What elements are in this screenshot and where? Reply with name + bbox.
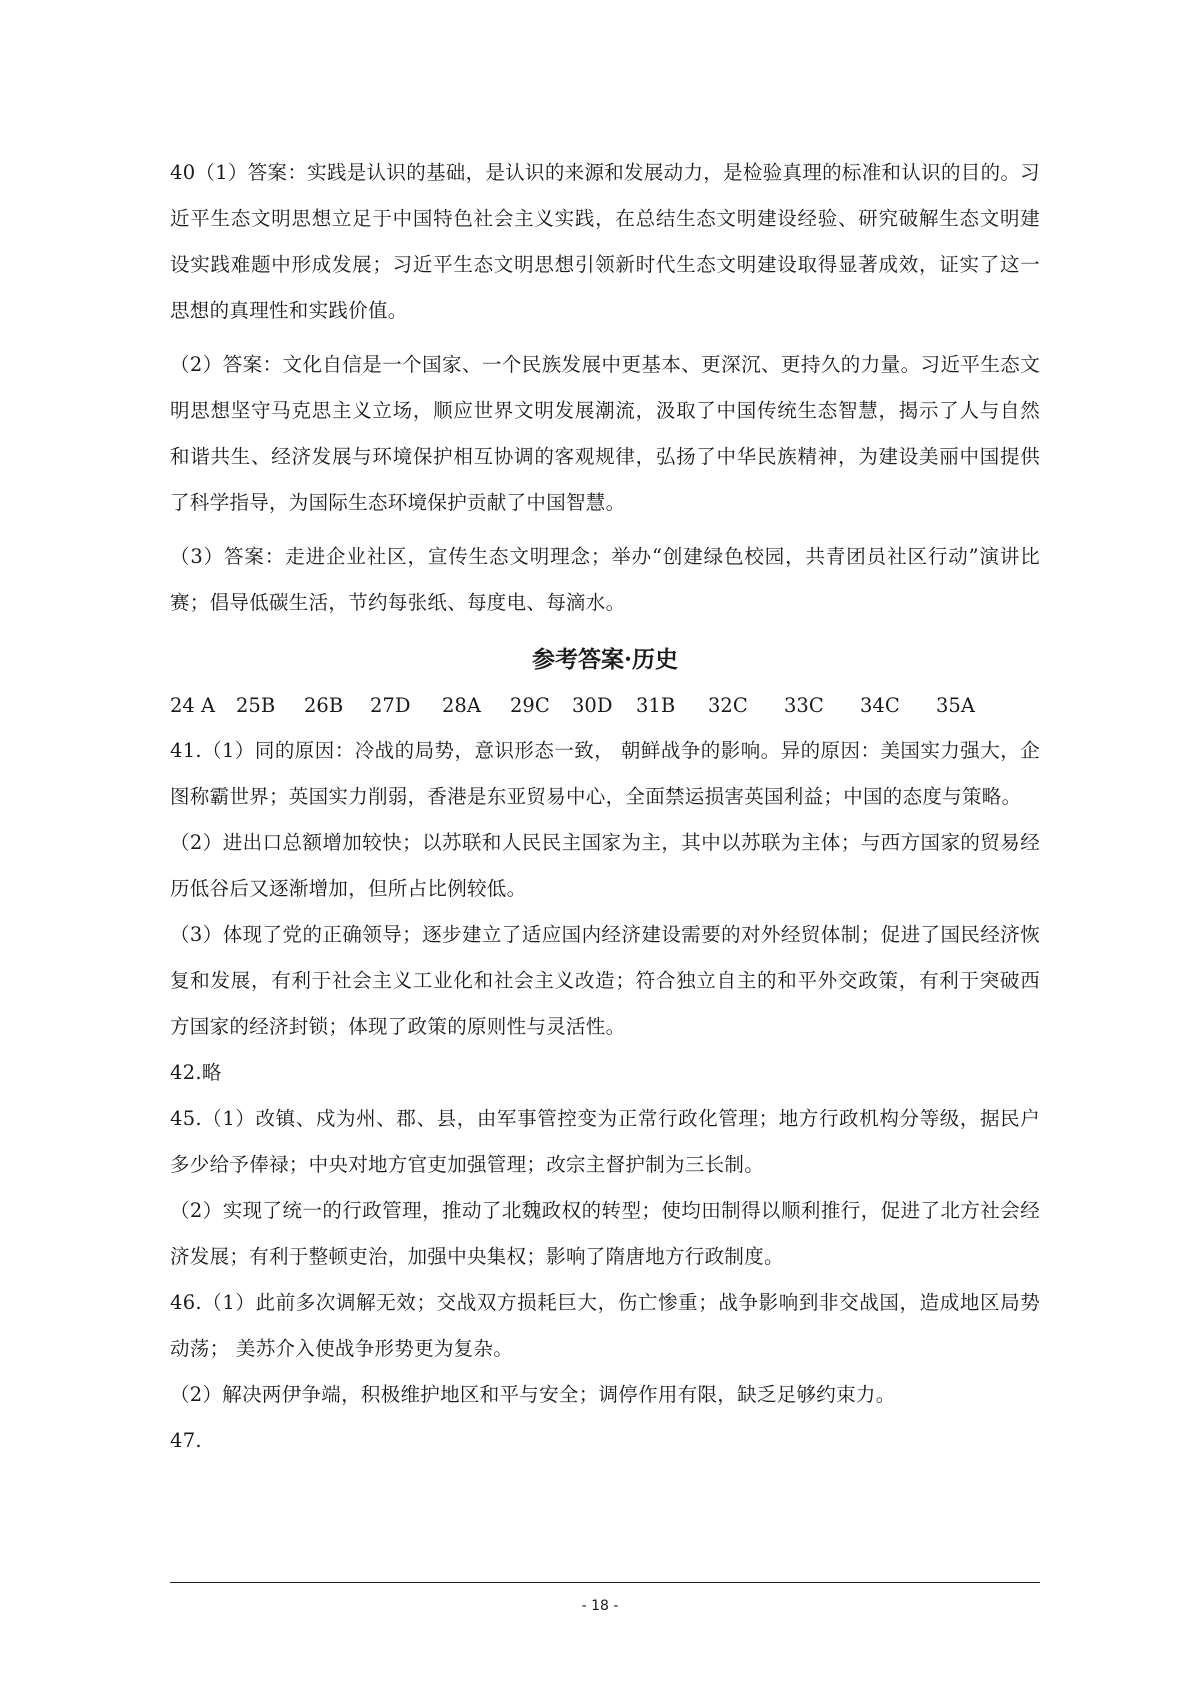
answer-41-1: 41.（1）同的原因：冷战的局势，意识形态一致， 朝鲜战争的影响。异的原因：美国实力强大，企图称霸世界；英国实力削弱，香港是东亚贸易中心，全面禁运损害英国利益；中国的态度与策略。 bbox=[170, 739, 1040, 808]
answer-40-3: （3）答案：走进企业社区，宣传生态文明理念；举办“创建绿色校园，共青团员社区行动”演讲比赛；倡导低碳生活，节约每张纸、每度电、每滴水。 bbox=[170, 545, 1040, 614]
choice-answer: 27D bbox=[370, 694, 411, 717]
document-page bbox=[170, 150, 1040, 1464]
answer-40-1: 40（1）答案：实践是认识的基础，是认识的来源和发展动力，是检验真理的标准和认识的目的。习近平生态文明思想立足于中国特色社会主义实践，在总结生态文明建设经验、研究破解生态文明建设实践难题中形成发展；习近平生态文明思想引领新时代生态文明建设取得显著成效，证实了这一思想的真理性和实践价值。 bbox=[170, 161, 1040, 322]
choice-answer: 29C bbox=[510, 694, 550, 717]
choice-answer: 31B bbox=[636, 694, 676, 717]
choice-answer: 33C bbox=[784, 694, 824, 717]
choice-answers-row bbox=[170, 684, 1040, 728]
footer-divider bbox=[170, 1582, 1040, 1583]
answer-41-2: （2）进出口总额增加较快；以苏联和人民民主国家为主，其中以苏联为主体；与西方国家的贸易经历低谷后又逐渐增加，但所占比例较低。 bbox=[170, 831, 1040, 900]
choice-answer: 30D bbox=[572, 694, 613, 717]
answer-42: 42.略 bbox=[170, 1061, 222, 1084]
choice-answer: 32C bbox=[708, 694, 748, 717]
answer-40-2: （2）答案：文化自信是一个国家、一个民族发展中更基本、更深沉、更持久的力量。习近平生态文明思想坚守马克思主义立场，顺应世界文明发展潮流，汲取了中国传统生态智慧，揭示了人与自然和谐共生、经济发展与环境保护相互协调的客观规律，弘扬了中华民族精神，为建设美丽中国提供了科学指导，为国际生态环境保护贡献了中国智慧。 bbox=[170, 353, 1040, 514]
choice-answer: 25B bbox=[236, 694, 276, 717]
choice-answer: 34C bbox=[860, 694, 900, 717]
history-section-title: 参考答案·历史 bbox=[531, 646, 678, 673]
answer-45-2: （2）实现了统一的行政管理，推动了北魏政权的转型；使均田制得以顺利推行，促进了北方社会经济发展；有利于整顿吏治，加强中央集权；影响了隋唐地方行政制度。 bbox=[170, 1199, 1040, 1268]
choice-answer: 28A bbox=[442, 694, 481, 717]
choice-answer: 24 A bbox=[170, 694, 216, 717]
answer-45-1: 45.（1）改镇、戍为州、郡、县，由军事管控变为正常行政化管理；地方行政机构分等级，据民户多少给予俸禄；中央对地方官吏加强管理；改宗主督护制为三长制。 bbox=[170, 1107, 1040, 1176]
choice-answer: 35A bbox=[936, 694, 975, 717]
answer-46-1: 46.（1）此前多次调解无效；交战双方损耗巨大，伤亡惨重；战争影响到非交战国，造成地区局势动荡； 美苏介入使战争形势更为复杂。 bbox=[170, 1291, 1040, 1360]
choice-answer: 26B bbox=[304, 694, 344, 717]
answer-47: 47. bbox=[170, 1429, 202, 1452]
answer-41-3: （3）体现了党的正确领导；逐步建立了适应国内经济建设需要的对外经贸体制；促进了国民经济恢复和发展，有利于社会主义工业化和社会主义改造；符合独立自主的和平外交政策，有利于突破西方国家的经济封锁；体现了政策的原则性与灵活性。 bbox=[170, 923, 1040, 1038]
page-number: - 18 - bbox=[581, 1598, 619, 1614]
answer-46-2: （2）解决两伊争端，积极维护地区和平与安全；调停作用有限，缺乏足够约束力。 bbox=[170, 1383, 896, 1406]
